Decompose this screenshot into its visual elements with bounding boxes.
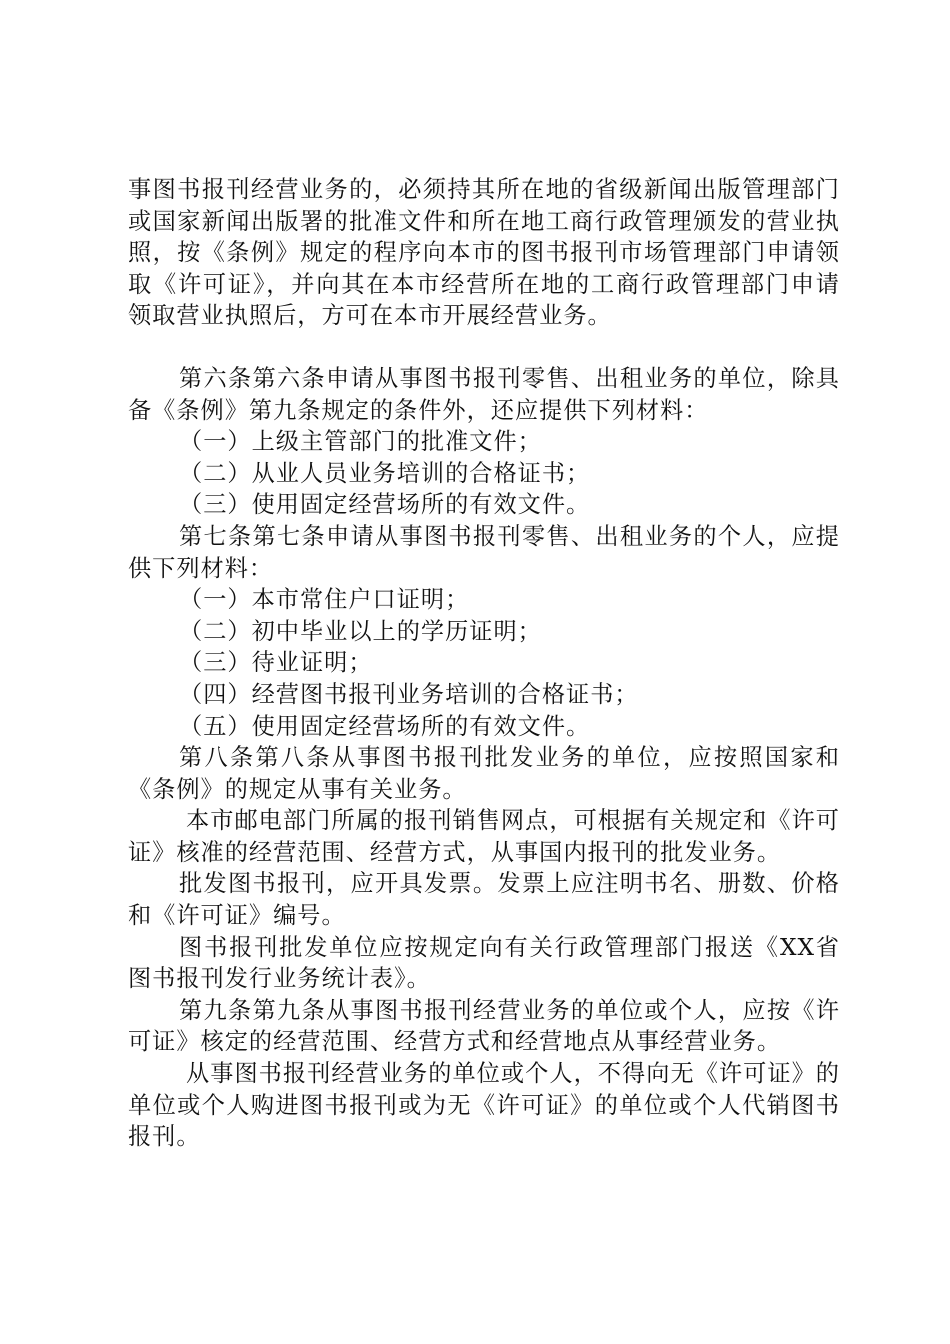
article-7-item-4: （四）经营图书报刊业务培训的合格证书； [179,680,639,708]
article-6-item-3: （三）使用固定经营场所的有效文件。 [179,491,591,519]
article-8-paragraph-3: 批发图书报刊，应开具发票。发票上应注明书名、册数、价格和《许可证》编号。 [128,870,840,930]
article-7-item-2: （二）初中毕业以上的学历证明； [179,617,542,645]
article-7-item-1: （一）本市常住户口证明； [179,586,470,614]
document-body [128,174,840,1153]
article-9-paragraph-2: 从事图书报刊经营业务的单位或个人，不得向无《许可证》的单位或个人购进图书报刊或为无《许可证》的单位或个人代销图书报刊。 [128,1060,840,1151]
article-8: 第八条第八条从事图书报刊批发业务的单位，应按照国家和《条例》的规定从事有关业务。 [128,744,840,803]
article-8-paragraph-4: 图书报刊批发单位应按规定向有关行政管理部门报送《XX省图书报刊发行业务统计表》。 [128,933,840,993]
article-8-paragraph-2: 本市邮电部门所属的报刊销售网点，可根据有关规定和《许可证》核准的经营范围、经营方式，从事国内报刊的批发业务。 [128,807,840,866]
article-6-item-2: （二）从业人员业务培训的合格证书； [179,459,591,487]
paragraph-continuation: 事图书报刊经营业务的，必须持其所在地的省级新闻出版管理部门或国家新闻出版署的批准文件和所在地工商行政管理颁发的营业执照，按《条例》规定的程序向本市的图书报刊市场管理部门申请领取《许可证》，并向其在本市经营所在地的工商行政管理部门申请领取营业执照后，方可在本市开展经营业务。 [128,176,840,330]
article-6-item-1: （一）上级主管部门的批准文件； [179,428,542,456]
article-9: 第九条第九条从事图书报刊经营业务的单位或个人，应按《许可证》核定的经营范围、经营方式和经营地点从事经营业务。 [128,996,840,1056]
article-6: 第六条第六条申请从事图书报刊零售、出租业务的单位，除具备《条例》第九条规定的条件外，还应提供下列材料： [128,364,840,424]
article-7-item-3: （三）待业证明； [179,649,373,677]
article-7-item-5: （五）使用固定经营场所的有效文件。 [179,712,591,740]
article-7: 第七条第七条申请从事图书报刊零售、出租业务的个人，应提供下列材料： [128,522,840,582]
